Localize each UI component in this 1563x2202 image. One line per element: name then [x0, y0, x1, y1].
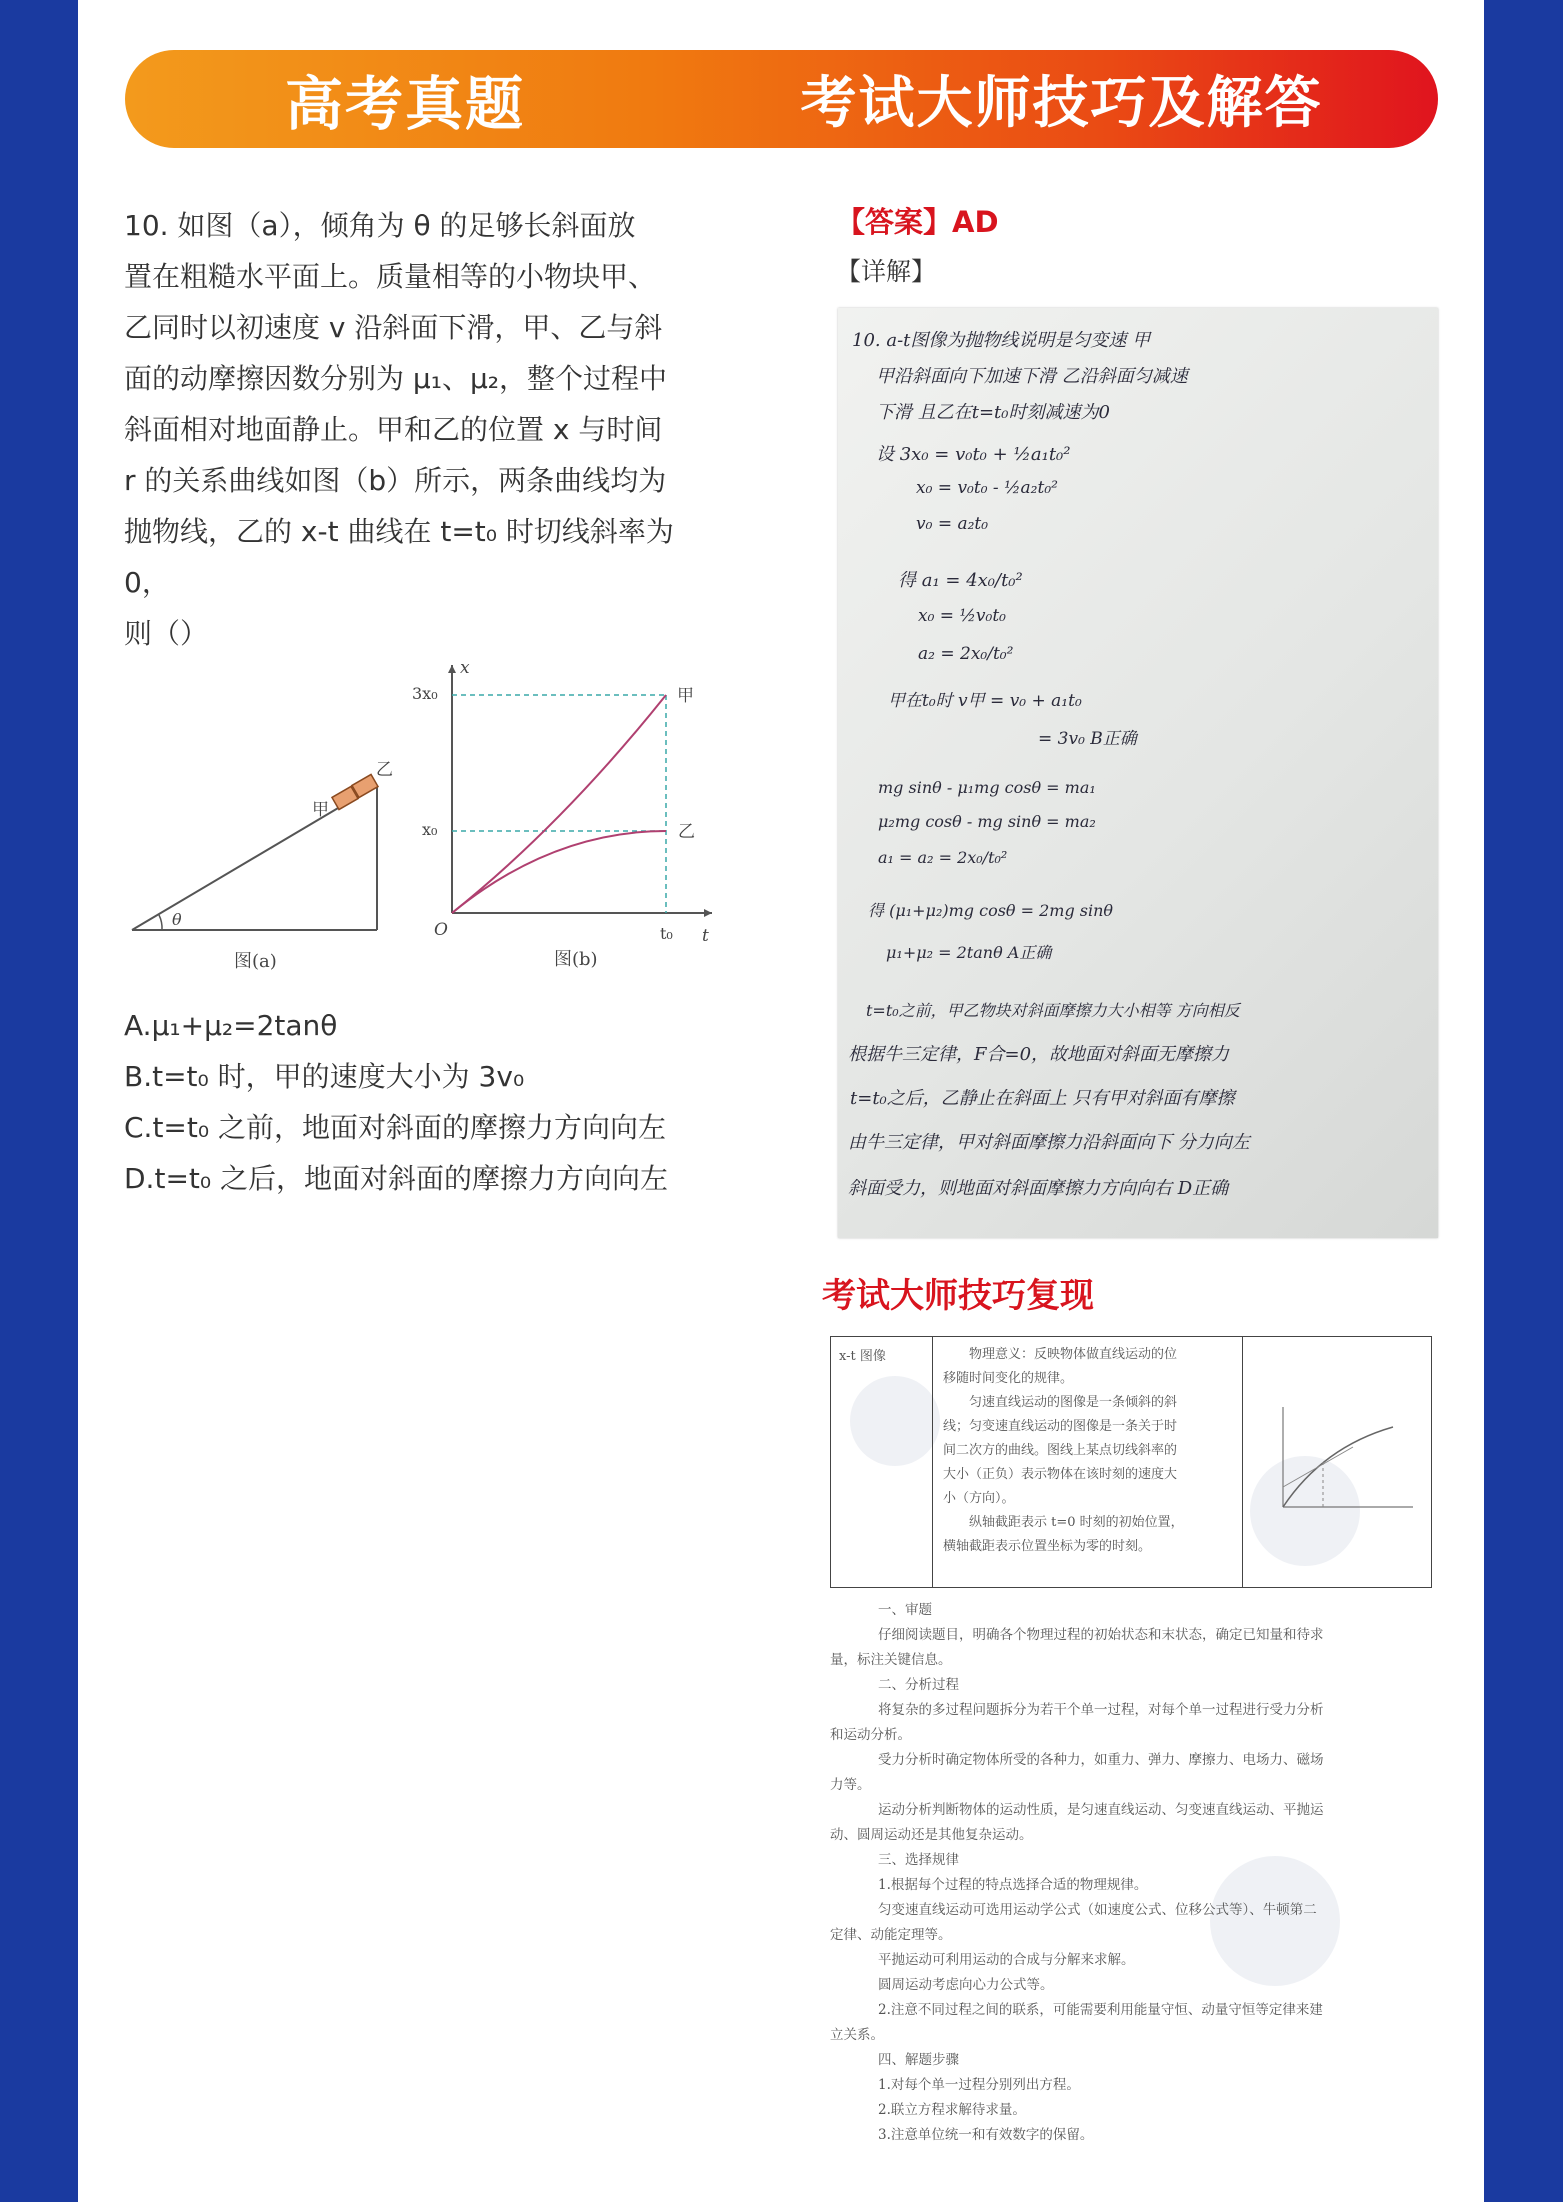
hw-line: 甲沿斜面向下加速下滑 乙沿斜面匀减速: [876, 366, 1188, 387]
option-d: D.t=t₀ 之后，地面对斜面的摩擦力方向向左: [124, 1162, 669, 1195]
banner-title-right: 考试大师技巧及解答: [800, 71, 1323, 136]
banner-title-left: 高考真题: [284, 70, 525, 138]
table-cell-graph: [1243, 1337, 1431, 1587]
fig-a-caption: 图(a): [234, 951, 277, 972]
fig-b-caption: 图(b): [554, 949, 598, 970]
question-line: 面的动摩擦因数分别为 μ₁、μ₂，整个过程中: [124, 362, 667, 395]
hw-line: t=t₀之前，甲乙物块对斜面摩擦力大小相等 方向相反: [866, 1001, 1240, 1020]
notes-line: 将复杂的多过程问题拆分为若干个单一过程，对每个单一过程进行受力分析: [878, 1702, 1324, 1718]
hw-line: x₀ = ½v₀t₀: [918, 606, 1006, 626]
table-line: 匀速直线运动的图像是一条倾斜的斜: [969, 1395, 1178, 1410]
block-jia-label: 甲: [312, 800, 329, 820]
question-figures: [122, 655, 722, 985]
figure-b: [412, 658, 712, 970]
notes-line: 量，标注关键信息。: [830, 1652, 952, 1668]
notes-line: 仔细阅读题目，明确各个物理过程的初始状态和末状态，确定已知量和待求: [878, 1627, 1324, 1643]
tick-x0: x₀: [422, 820, 438, 839]
question-line: r 的关系曲线如图（b）所示，两条曲线均为: [124, 464, 667, 497]
table-line: 纵轴截距表示 t=0 时刻的初始位置，: [969, 1515, 1184, 1530]
table-line: 横轴截距表示位置坐标为零的时刻。: [943, 1539, 1152, 1554]
notes-heading: 一、审题: [878, 1602, 932, 1618]
header-banner: [125, 50, 1438, 148]
tick-t0: t₀: [660, 924, 673, 943]
option-c: C.t=t₀ 之前，地面对斜面的摩擦力方向向左: [124, 1111, 666, 1144]
notes-line: 力等。: [830, 1777, 871, 1793]
notes-line: 平抛运动可利用运动的合成与分解来求解。: [878, 1952, 1135, 1968]
hw-line: t=t₀之后，乙静止在斜面上 只有甲对斜面有摩擦: [850, 1088, 1235, 1109]
question-line: 置在粗糙水平面上。质量相等的小物块甲、: [124, 260, 657, 293]
hw-line: x₀ = v₀t₀ - ½a₂t₀²: [916, 478, 1058, 498]
question-line: 斜面相对地面静止。甲和乙的位置 x 与时间: [124, 413, 663, 446]
notes-line: 1.对每个单一过程分别列出方程。: [878, 2077, 1080, 2093]
notes-heading: 四、解题步骤: [878, 2052, 959, 2068]
angle-label: θ: [172, 910, 182, 929]
answer-label: 【答案】AD: [836, 205, 999, 239]
handwritten-solution: [838, 308, 1438, 1238]
hw-line: a₁ = a₂ = 2x₀/t₀²: [878, 848, 1008, 867]
notes-line: 定律、动能定理等。: [830, 1927, 952, 1943]
notes-line: 运动分析判断物体的运动性质，是匀速直线运动、匀变速直线运动、平抛运: [878, 1802, 1324, 1818]
notes-line: 圆周运动考虑向心力公式等。: [878, 1977, 1054, 1993]
option-b: B.t=t₀ 时，甲的速度大小为 3v₀: [124, 1060, 525, 1093]
table-line: 间二次方的曲线。图线上某点切线斜率的: [943, 1443, 1178, 1458]
notes-body: [830, 1598, 1430, 2148]
hw-line: 甲在t₀时 v甲 = v₀ + a₁t₀: [888, 691, 1082, 711]
question-line: 10. 如图（a），倾角为 θ 的足够长斜面放: [124, 209, 636, 242]
hw-line: 得 a₁ = 4x₀/t₀²: [898, 570, 1023, 591]
hw-line: 10. a-t图像为抛物线说明是匀变速 甲: [852, 330, 1151, 351]
page-sheet: [78, 0, 1484, 2202]
question-line: 乙同时以初速度 v 沿斜面下滑，甲、乙与斜: [124, 311, 663, 344]
skill-section-title: 考试大师技巧复现: [822, 1276, 1094, 1316]
table-line: 小（方向）。: [943, 1491, 1015, 1506]
hw-line: 由牛三定律，甲对斜面摩擦力沿斜面向下 分力向左: [848, 1132, 1250, 1153]
curve-jia: [452, 695, 666, 913]
hw-line: v₀ = a₂t₀: [916, 514, 989, 534]
table-cell-content: [933, 1337, 1243, 1587]
t-axis-label: t: [702, 926, 709, 946]
x-axis-label: x: [460, 658, 470, 678]
hw-line: 根据牛三定律，F合=0，故地面对斜面无摩擦力: [848, 1044, 1230, 1065]
hw-line: a₂ = 2x₀/t₀²: [918, 644, 1014, 664]
question-line: 抛物线，乙的 x-t 曲线在 t=t₀ 时切线斜率为 0，: [124, 515, 674, 599]
figure-a: [132, 760, 393, 972]
mini-xt-graph: [1243, 1337, 1431, 1587]
notes-line: 2.联立方程求解待求量。: [878, 2102, 1026, 2118]
answer-options: [124, 1000, 744, 1204]
curve-yi-label: 乙: [678, 822, 695, 842]
notes-line: 1.根据每个过程的特点选择合适的物理规律。: [878, 1877, 1148, 1893]
hw-line: 下滑 且乙在t=t₀时刻减速为0: [876, 402, 1110, 423]
notes-line: 匀变速直线运动可选用运动学公式（如速度公式、位移公式等）、牛顿第二: [878, 1902, 1317, 1918]
hw-line: mg sinθ - μ₁mg cosθ = ma₁: [878, 778, 1096, 797]
notes-heading: 三、选择规律: [878, 1852, 959, 1868]
option-a: A.μ₁+μ₂=2tanθ: [124, 1009, 338, 1042]
notes-line: 动、圆周运动还是其他复杂运动。: [830, 1827, 1033, 1843]
hw-line: = 3v₀ B正确: [1038, 729, 1137, 749]
notes-table: [830, 1336, 1432, 1588]
curve-yi: [452, 831, 666, 913]
hw-line: μ₁+μ₂ = 2tanθ A正确: [886, 943, 1052, 962]
notes-line: 立关系。: [830, 2027, 884, 2043]
table-line: 线；匀变速直线运动的图像是一条关于时: [943, 1419, 1178, 1434]
notes-line: 3.注意单位统一和有效数字的保留。: [878, 2127, 1094, 2143]
curve-jia-label: 甲: [677, 686, 694, 706]
table-cell-title: x-t 图像: [831, 1337, 933, 1587]
notes-line: 受力分析时确定物体所受的各种力，如重力、弹力、摩擦力、电场力、磁场: [878, 1752, 1324, 1768]
block-yi-label: 乙: [376, 760, 393, 780]
table-line: 物理意义：反映物体做直线运动的位: [969, 1347, 1178, 1362]
question-line: 则（）: [124, 617, 209, 650]
notes-heading: 二、分析过程: [878, 1677, 959, 1693]
detail-label: 【详解】: [836, 257, 937, 286]
hw-line: 得 (μ₁+μ₂)mg cosθ = 2mg sinθ: [868, 901, 1114, 920]
table-line: 移随时间变化的规律。: [943, 1371, 1074, 1386]
origin-label: O: [434, 920, 448, 940]
notes-line: 2.注意不同过程之间的联系，可能需要利用能量守恒、动量守恒等定律来建: [878, 2002, 1323, 2018]
hw-line: 设 3x₀ = v₀t₀ + ½a₁t₀²: [876, 444, 1071, 465]
question-text: [124, 200, 724, 659]
hw-line: μ₂mg cosθ - mg sinθ = ma₂: [878, 812, 1096, 831]
skill-notes-image: [830, 1336, 1430, 2156]
tick-3x0: 3x₀: [412, 684, 438, 703]
hw-line: 斜面受力，则地面对斜面摩擦力方向向右 D正确: [848, 1178, 1229, 1199]
table-line: 大小（正负）表示物体在该时刻的速度大: [943, 1467, 1178, 1482]
notes-line: 和运动分析。: [830, 1727, 911, 1743]
